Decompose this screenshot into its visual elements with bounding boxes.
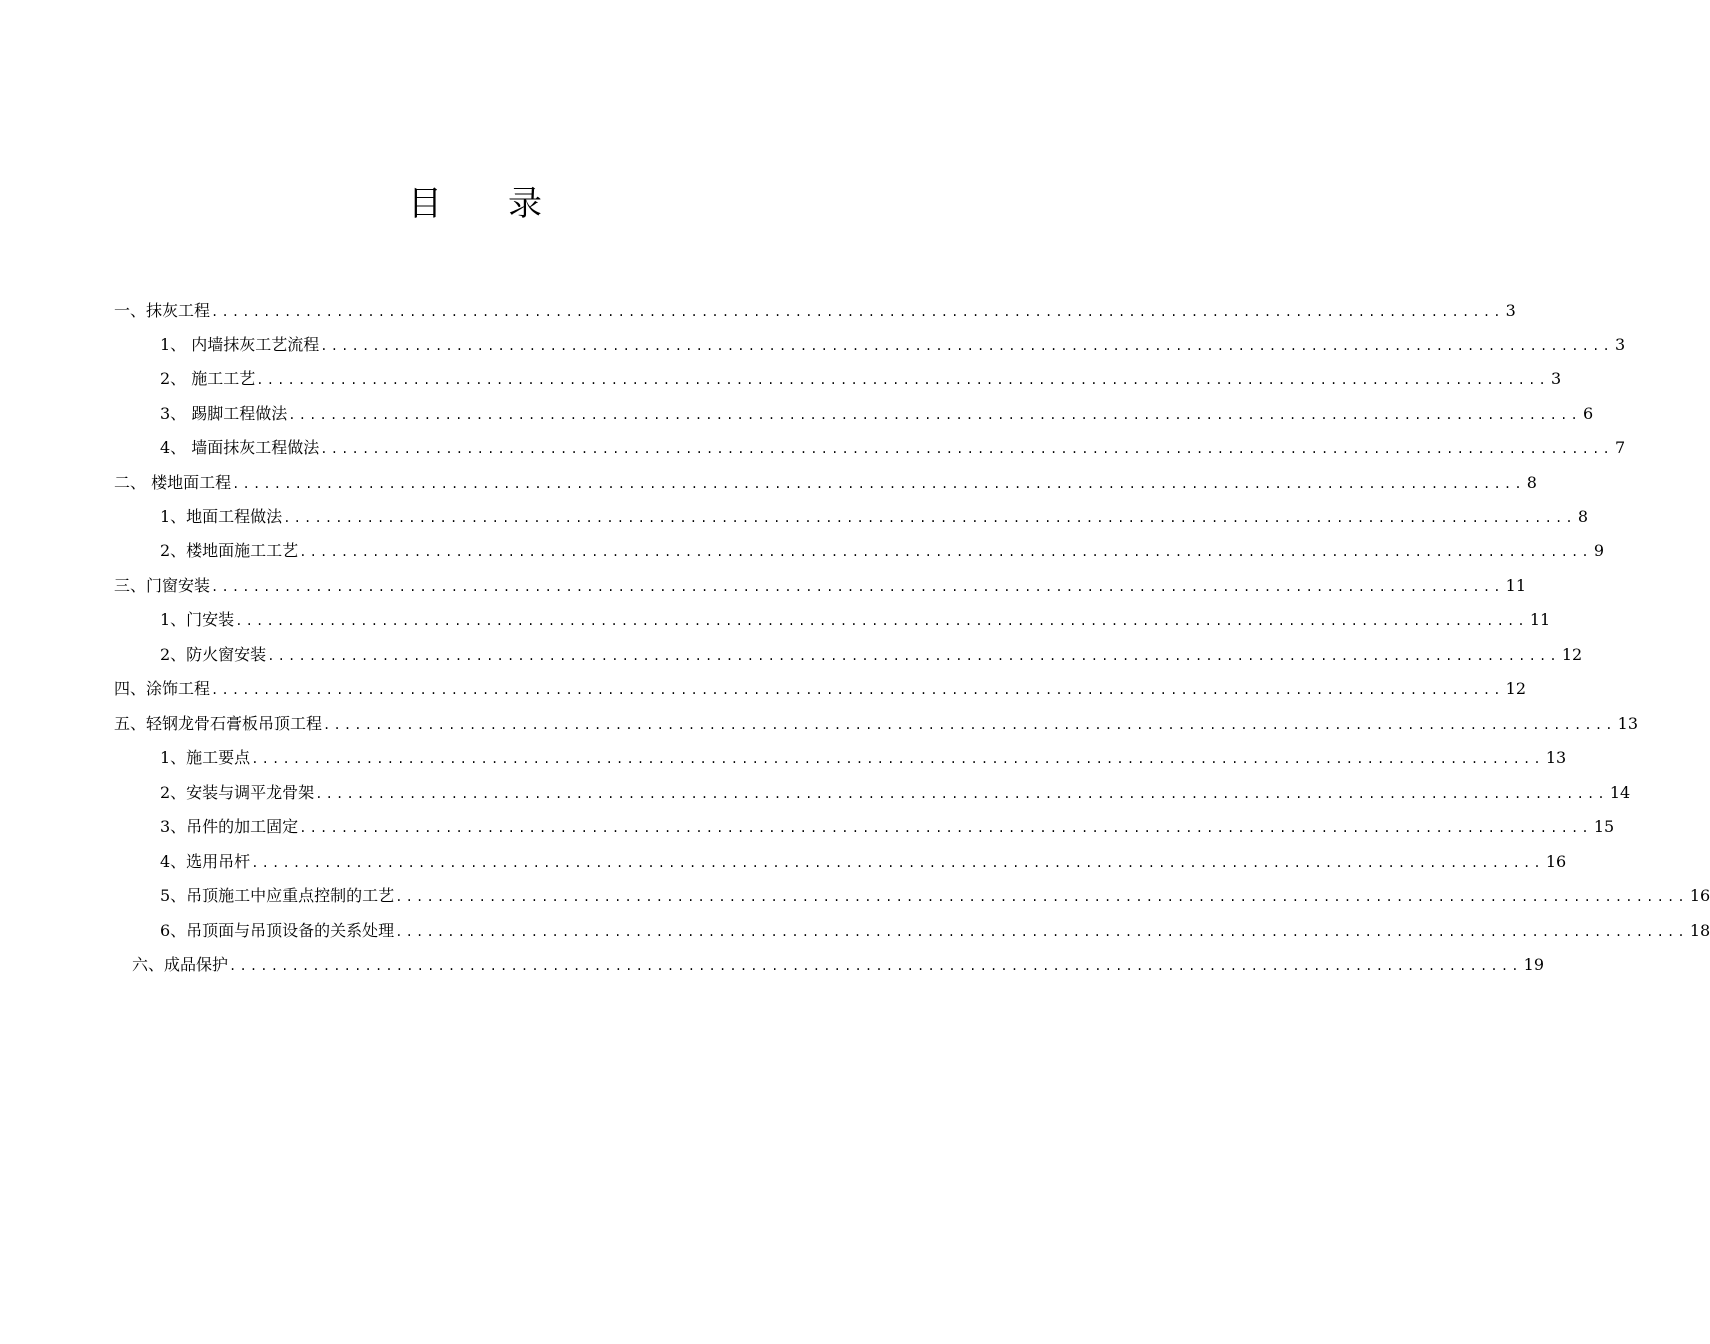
title-char-1: 目 [408,184,442,224]
toc-entry-2-2[interactable] [160,536,1605,566]
toc-entry-page: 11 [1505,576,1527,595]
toc-dot-leader: ............................................................................................................................ [267,649,1560,663]
toc-entry-page: 3 [1550,369,1562,388]
toc-entry-label: 6、吊顶面与吊顶设备的关系处理 [160,921,395,940]
toc-entry-label: 1、门安装 [160,610,235,629]
toc-entry-page: 19 [1523,955,1545,974]
toc-dot-leader: ............................................................................................................................ [235,614,1528,628]
toc-entry-1-1[interactable] [160,330,1626,360]
toc-entry-page: 8 [1526,473,1537,492]
toc-entry-page: 16 [1689,886,1710,905]
toc-dot-leader: ............................................................................................................................ [256,373,1549,387]
toc-entry-3[interactable] [114,571,1527,601]
toc-entry-label: 3、吊件的加工固定 [160,817,299,836]
toc-entry-label: 5、吊顶施工中应重点控制的工艺 [160,886,395,905]
toc-dot-leader: ............................................................................................................................ [211,683,1504,697]
toc-dot-leader: ............................................................................................................................ [232,477,1525,491]
toc-entry-label: 六、成品保护 [132,955,229,974]
toc-entry-label: 一、抹灰工程 [114,301,211,320]
toc-entry-5-3[interactable] [160,812,1615,842]
toc-entry-4[interactable] [114,674,1527,704]
toc-dot-leader: ............................................................................................................................ [395,925,1688,939]
toc-entry-page: 14 [1609,783,1631,802]
toc-entry-5-6[interactable] [160,916,1710,946]
toc-dot-leader: ............................................................................................................................ [299,821,1592,835]
toc-entry-page: 12 [1561,645,1583,664]
toc-entry-page: 3 [1505,301,1516,320]
toc-entry-page: 13 [1617,714,1639,733]
toc-entry-2[interactable] [114,468,1537,498]
page-title [0,180,950,228]
toc-entry-5-5[interactable] [160,881,1710,911]
toc-dot-leader: ............................................................................................................................ [211,305,1504,319]
toc-entry-label: 1、 内墙抹灰工艺流程 [160,335,320,354]
toc-entry-label: 2、 施工工艺 [160,369,256,388]
toc-entry-label: 三、门窗安装 [114,576,211,595]
toc-entry-page: 16 [1545,852,1567,871]
toc-dot-leader: ............................................................................................................................ [283,511,1576,525]
toc-entry-5-4[interactable] [160,847,1567,877]
toc-dot-leader: ............................................................................................................................ [320,442,1613,456]
toc-entry-label: 二、 楼地面工程 [114,473,232,492]
toc-entry-label: 4、选用吊杆 [160,852,251,871]
toc-entry-1-3[interactable] [160,399,1594,429]
toc-entry-page: 8 [1577,507,1589,526]
toc-dot-leader: ............................................................................................................................ [288,408,1581,422]
toc-entry-6[interactable] [132,950,1545,980]
toc-entry-label: 五、轻钢龙骨石膏板吊顶工程 [114,714,323,733]
toc-entry-label: 3、 踢脚工程做法 [160,404,288,423]
toc-entry-page: 9 [1593,541,1605,560]
toc-entry-label: 2、楼地面施工工艺 [160,541,299,560]
toc-dot-leader: ............................................................................................................................ [251,856,1544,870]
toc-entry-1-2[interactable] [160,364,1562,394]
toc-entry-5-1[interactable] [160,743,1567,773]
toc-dot-leader: ............................................................................................................................ [299,545,1592,559]
toc-dot-leader: ............................................................................................................................ [395,890,1688,904]
toc-entry-page: 11 [1529,610,1551,629]
toc-dot-leader: ............................................................................................................................ [251,752,1544,766]
toc-dot-leader: ............................................................................................................................ [320,339,1613,353]
toc-dot-leader: ............................................................................................................................ [211,580,1504,594]
toc-dot-leader: ............................................................................................................................ [323,718,1616,732]
title-char-2: 录 [508,184,542,224]
toc-entry-5-2[interactable] [160,778,1631,808]
toc-entry-1-4[interactable] [160,433,1626,463]
toc-entry-page: 6 [1582,404,1594,423]
toc-entry-page: 3 [1614,335,1626,354]
toc-dot-leader: ............................................................................................................................ [315,787,1608,801]
toc-entry-label: 四、涂饰工程 [114,679,211,698]
toc-entry-label: 4、 墙面抹灰工程做法 [160,438,320,457]
toc-entry-page: 7 [1614,438,1626,457]
toc-entry-label: 1、地面工程做法 [160,507,283,526]
toc-entry-3-1[interactable] [160,605,1551,635]
toc-entry-page: 13 [1545,748,1567,767]
toc-entry-page: 18 [1689,921,1710,940]
toc-entry-label: 2、安装与调平龙骨架 [160,783,315,802]
toc-entry-5[interactable] [114,709,1639,739]
toc-entry-1[interactable] [114,296,1516,326]
toc-entry-2-1[interactable] [160,502,1589,532]
toc-entry-label: 2、防火窗安装 [160,645,267,664]
toc-entry-label: 1、施工要点 [160,748,251,767]
toc-entry-3-2[interactable] [160,640,1583,670]
toc-entry-page: 15 [1593,817,1615,836]
toc-entry-page: 12 [1505,679,1527,698]
toc-dot-leader: ............................................................................................................................ [229,959,1522,973]
